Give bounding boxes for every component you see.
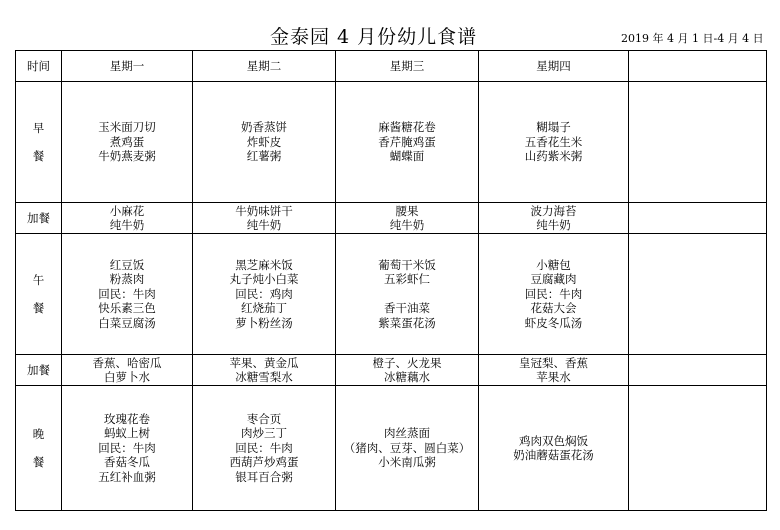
menu-item: （猪肉、豆芽、圆白菜）	[343, 440, 471, 455]
menu-item: 纯牛奶	[389, 218, 425, 232]
meal-row	[16, 355, 767, 386]
menu-item: 五红补血粥	[98, 469, 156, 484]
menu-item: 麻酱糖花卷	[378, 120, 436, 135]
menu-item: 牛奶燕麦粥	[98, 149, 156, 164]
meal-row	[16, 234, 767, 355]
menu-item: 香菇冬瓜	[104, 455, 150, 470]
menu-item: 西葫芦炒鸡蛋	[229, 455, 299, 470]
meal-label-text: 早	[32, 120, 45, 135]
header-time: 时间	[16, 51, 62, 82]
menu-item: 波力海苔	[530, 203, 577, 218]
menu-item: 纯牛奶	[536, 218, 571, 232]
meal-label-text: 午	[32, 272, 45, 287]
menu-item: 小米南瓜粥	[378, 455, 436, 470]
day-menu-cell	[479, 234, 629, 355]
menu-item: 回民：鸡肉	[235, 286, 293, 301]
menu-item: 白萝卜水	[104, 370, 150, 384]
menu-item: 奶油蘑菇蛋花汤	[513, 448, 594, 462]
empty-cell	[629, 355, 767, 386]
menu-item: 腰果	[395, 203, 419, 218]
menu-item: 回民：牛肉	[98, 286, 156, 301]
menu-item: 红薯粥	[246, 149, 282, 164]
menu-item: 煮鸡蛋	[109, 134, 145, 149]
menu-item: 白菜豆腐汤	[98, 315, 156, 330]
menu-item: 鸡肉双色焖饭	[519, 433, 588, 448]
meal-label	[16, 386, 62, 511]
header-day: 星期三	[336, 51, 479, 82]
empty-cell	[629, 386, 767, 511]
menu-item: 玉米面刀切	[98, 120, 156, 135]
day-menu-cell	[336, 203, 479, 234]
day-menu-cell	[479, 386, 629, 511]
meal-label-text: 餐	[32, 149, 45, 163]
meal-label-text: 加餐	[27, 362, 50, 377]
blank-line	[378, 287, 436, 302]
menu-item: 炸虾皮	[246, 134, 282, 149]
menu-item: 苹果、黄金瓜	[229, 355, 299, 370]
meal-label-text: 加餐	[27, 210, 50, 225]
day-menu-cell	[193, 82, 336, 203]
menu-item: 香蕉、哈密瓜	[92, 355, 162, 370]
day-menu-cell	[336, 234, 479, 355]
menu-item: 紫菜蛋花汤	[378, 315, 436, 330]
menu-item: 肉炒三丁	[241, 426, 287, 441]
day-menu-cell	[62, 355, 193, 386]
menu-item: 纯牛奶	[246, 218, 282, 232]
day-menu-cell	[479, 355, 629, 386]
day-menu-cell	[193, 355, 336, 386]
menu-item: 葡萄干米饭	[378, 257, 436, 272]
header-day: 星期二	[193, 51, 336, 82]
menu-item: 萝卜粉丝汤	[235, 315, 293, 330]
menu-item: 回民：牛肉	[98, 440, 156, 455]
menu-item: 玫瑰花卷	[104, 411, 150, 426]
menu-item: 枣合页	[246, 411, 282, 426]
day-menu-cell	[62, 203, 193, 234]
menu-item: 花菇大会	[530, 301, 577, 316]
day-menu-cell	[479, 203, 629, 234]
menu-item: 山药紫米粥	[524, 149, 583, 164]
menu-item: 小麻花	[109, 203, 145, 218]
empty-cell	[629, 203, 767, 234]
menu-item: 香干油菜	[384, 301, 430, 316]
menu-item: 银耳百合粥	[235, 469, 293, 484]
menu-item: 香芹腌鸡蛋	[378, 134, 436, 149]
menu-item: 虾皮冬瓜汤	[524, 315, 583, 330]
page-title: 金泰园 4 月份幼儿食谱	[270, 26, 478, 48]
menu-item: 回民：牛肉	[235, 440, 293, 455]
menu-item: 冰糖雪梨水	[235, 370, 293, 384]
meal-label	[16, 203, 62, 234]
header-row	[16, 51, 767, 82]
meal-label-text: 餐	[32, 455, 45, 469]
menu-item: 蝴蝶面	[389, 149, 425, 164]
day-menu-cell	[62, 386, 193, 511]
menu-table	[15, 50, 767, 511]
menu-item: 糊塌子	[536, 120, 571, 135]
empty-cell	[629, 82, 767, 203]
menu-item: 牛奶味饼干	[235, 203, 293, 218]
menu-item: 冰糖藕水	[384, 370, 430, 384]
header-day	[629, 51, 767, 82]
meal-row	[16, 82, 767, 203]
menu-item: 肉丝蒸面	[384, 426, 430, 441]
menu-item: 豆腐藏肉	[530, 272, 577, 287]
menu-item: 奶香蒸饼	[241, 120, 287, 135]
empty-cell	[629, 234, 767, 355]
day-menu-cell	[479, 82, 629, 203]
day-menu-cell	[336, 386, 479, 511]
day-menu-cell	[193, 386, 336, 511]
menu-item: 红烧茄丁	[241, 301, 287, 316]
menu-item: 丸子炖小白菜	[229, 272, 299, 287]
day-menu-cell	[336, 82, 479, 203]
menu-item: 蚂蚁上树	[104, 426, 150, 441]
day-menu-cell	[193, 234, 336, 355]
header-day: 星期四	[479, 51, 629, 82]
menu-item: 纯牛奶	[109, 218, 145, 232]
menu-item: 粉蒸肉	[109, 272, 145, 287]
menu-item: 橙子、火龙果	[372, 355, 442, 370]
header-day: 星期一	[62, 51, 193, 82]
day-menu-cell	[193, 203, 336, 234]
menu-item: 五香花生米	[524, 134, 583, 149]
day-menu-cell	[62, 234, 193, 355]
meal-label	[16, 82, 62, 203]
date-range: 2019 年 4 月 1 日-4 月 4 日	[621, 32, 764, 45]
meal-label	[16, 234, 62, 355]
day-menu-cell	[336, 355, 479, 386]
meal-label-text: 晚	[32, 426, 45, 441]
meal-label	[16, 355, 62, 386]
menu-item: 小糖包	[536, 257, 571, 272]
menu-item: 快乐素三色	[98, 301, 156, 316]
meal-label-text: 餐	[32, 301, 45, 315]
meal-row	[16, 203, 767, 234]
menu-item: 皇冠梨、香蕉	[519, 355, 588, 370]
menu-item: 五彩虾仁	[384, 272, 430, 287]
meal-row	[16, 386, 767, 511]
menu-item: 黑芝麻米饭	[235, 257, 293, 272]
day-menu-cell	[62, 82, 193, 203]
menu-item: 回民：牛肉	[524, 286, 583, 301]
menu-item: 红豆饭	[109, 257, 145, 272]
menu-item: 苹果水	[536, 370, 571, 384]
